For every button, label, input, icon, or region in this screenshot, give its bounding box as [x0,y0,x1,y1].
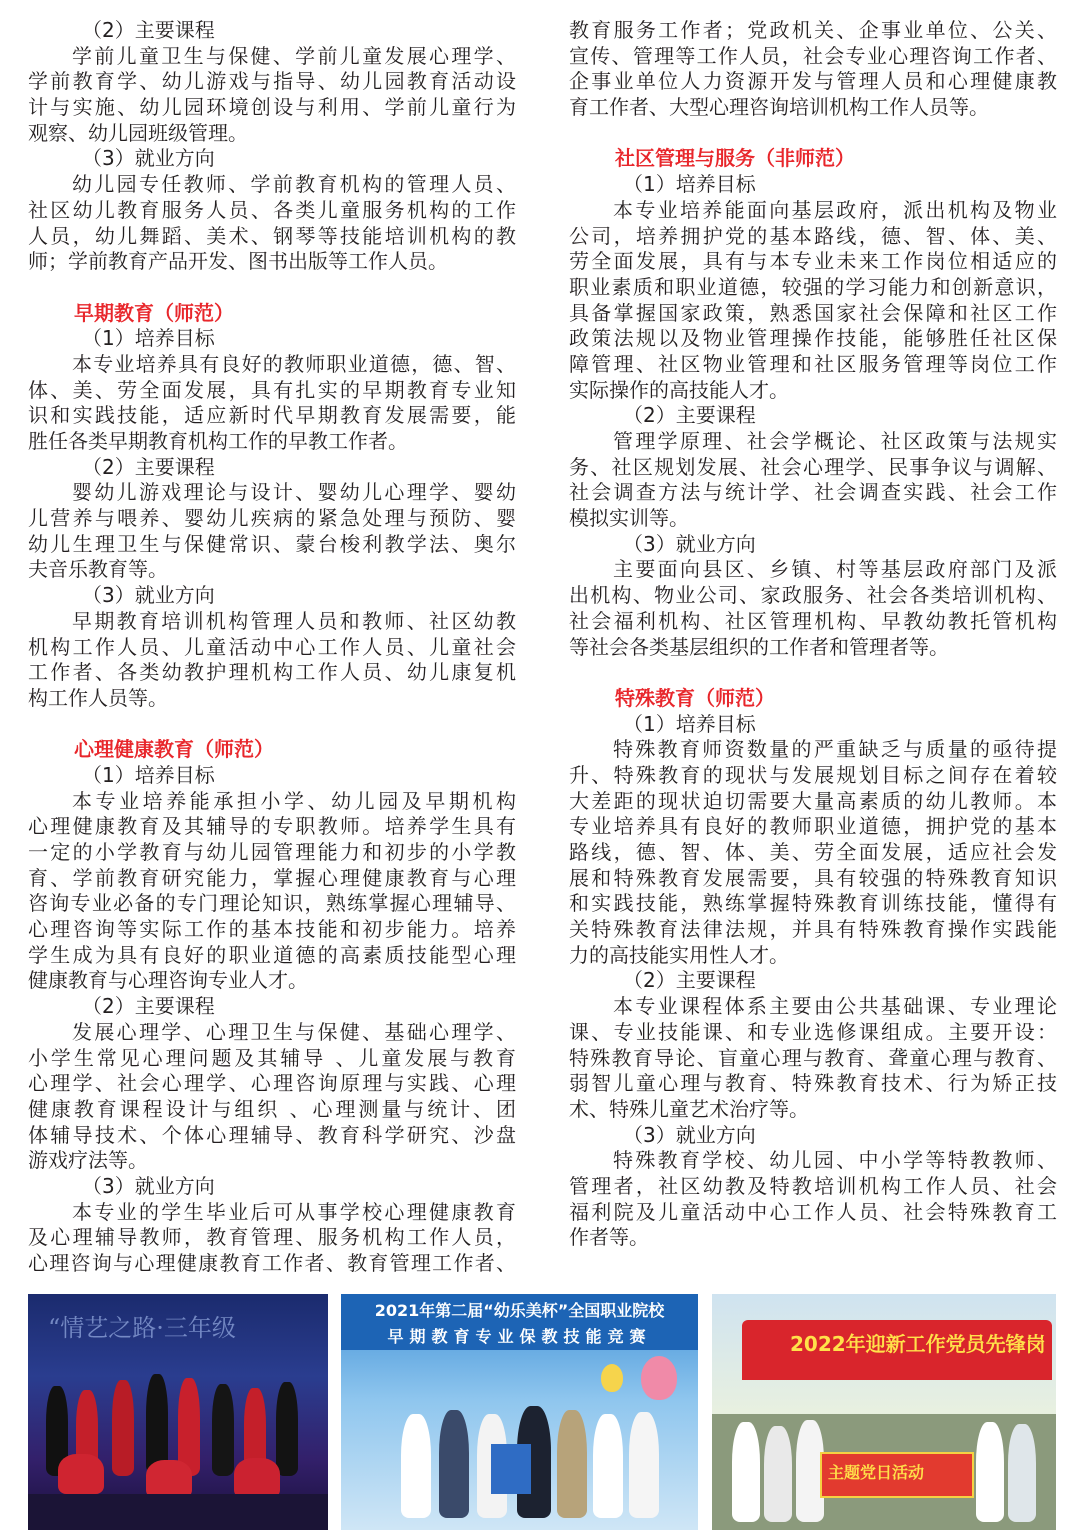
special-education-career-line: 管理者，社区幼教及特教培训机构工作人员、社会 [569,1173,1057,1198]
spacer [28,712,516,738]
community-career-line: 等社会各类基层组织的工作者和管理者等。 [569,634,949,659]
special-education-courses-line: 课、专业技能课、和专业选修课组成。主要开设： [569,1019,1057,1044]
mental-health-courses-line: 健康教育课程设计与组织 、心理测量与统计、团 [28,1096,516,1121]
preschool-career-line: 社区幼儿教育服务人员、各类儿童服务机构的工作 [28,197,516,222]
community-courses-line: 模拟实训等。 [569,506,689,531]
early-education-courses-line: 婴幼儿游戏理论与设计、婴幼儿心理学、婴幼 [72,480,516,505]
major-title-early-education: 早期教育（师范） [74,300,234,325]
section-subheading: （2）主要课程 [623,403,756,428]
special-education-goal-line: 展和特殊教育发展需要，具有较强的特殊教育知识 [569,865,1057,890]
mental-health-career-line: 本专业的学生毕业后可从事学校心理健康教育 [72,1199,516,1224]
section-subheading: （2）主要课程 [82,454,215,479]
community-goal-line: 劳全面发展，具有与本专业未来工作岗位相适应的 [569,249,1057,274]
special-education-goal-line: 和实践技能，熟练掌握特殊教育训练技能，懂得有 [569,891,1057,916]
early-education-career-line: 工作者、各类幼教护理机构工作人员、幼儿康复机 [28,660,516,685]
section-subheading: （1）培养目标 [82,762,215,787]
community-goal-line: 公司，培养拥护党的基本路线，德、智、体、美、 [569,223,1057,248]
preschool-career-line: 师；学前教育产品开发、图书出版等工作人员。 [28,249,448,274]
community-courses-line: 务、社区规划发展、社会心理学、民事争议与调解、 [569,454,1057,479]
community-career-line: 社会福利机构、社区管理机构、早教幼教托管机构 [569,608,1057,633]
community-goal-line: 政策法规以及物业管理操作技能，能够胜任社区保 [569,326,1057,351]
preschool-courses-line: 学前教育学、幼儿游戏与指导、幼儿园教育活动设 [28,69,516,94]
community-courses-line: 社会调查方法与统计学、社会调查实践、社会工作 [569,480,1057,505]
mental-health-career-line: 心理咨询与心理健康教育工作者、教育管理工作者、 [28,1251,516,1275]
mental-health-goal-line: 一定的小学教育与幼儿园管理能力和初步的小学教 [28,840,516,864]
section-subheading: （2）主要课程 [82,18,215,42]
mental-health-courses-line: 游戏疗法等。 [28,1148,148,1173]
section-subheading: （3）就业方向 [82,583,215,608]
community-courses-line: 管理学原理、社会学概论、社区政策与法规实 [613,429,1057,453]
major-title-mental-health: 心理健康教育（师范） [74,737,274,762]
mental-health-courses-line: 发展心理学、心理卫生与保健、基础心理学、 [72,1019,516,1044]
special-education-goal-line: 关特殊教育法律法规，并具有特殊教育操作实践能 [569,917,1057,942]
section-subheading: （3）就业方向 [82,1173,215,1198]
tent-banner-text: 2022年迎新工作党员先锋岗 [790,1332,1046,1356]
mental-health-courses-line: 小学生常见心理问题及其辅导 、儿童发展与教育 [28,1045,516,1070]
community-career-line: 出机构、物业公司、家政服务、社会各类培训机构、 [569,583,1057,608]
mental-health-goal-line: 心理咨询等实际工作的基本技能和初步能力。培养 [28,917,516,942]
early-education-goal-line: 识和实践技能，适应新时代早期教育发展需要，能 [28,403,516,428]
community-goal-line: 实际操作的高技能人才。 [569,377,789,402]
spacer [569,660,1057,686]
activity-banner-text: 主题党日活动 [828,1463,925,1482]
special-education-career-line: 福利院及儿童活动中心工作人员、社会特殊教育工 [569,1199,1057,1224]
mental-health-career-line: 育工作者、大型心理咨询培训机构工作人员等。 [569,95,989,120]
mental-health-goal-line: 咨询专业必备的专门理论知识，熟练掌握心理辅导、 [28,891,516,916]
mental-health-courses-line: 体辅导技术、个体心理辅导、教育科学研究、沙盘 [28,1122,516,1147]
mental-health-goal-line: 健康教育与心理咨询专业人才。 [28,968,308,993]
competition-banner-title: 2021年第二届“幼乐美杯”全国职业院校 [374,1301,665,1320]
special-education-goal-line: 特殊教育师资数量的严重缺乏与质量的亟待提 [613,737,1057,762]
party-activity-photo [712,1294,1056,1530]
stage-backdrop-text: “情艺之路·三年级 [48,1314,236,1342]
mental-health-courses-line: 心理学、社会心理学、心理咨询原理与实践、心理 [28,1071,516,1096]
left-column [28,18,516,1277]
major-title-special-education: 特殊教育（师范） [615,685,775,710]
section-subheading: （1）培养目标 [623,172,756,197]
mental-health-career-line: 宣传、管理等工作人员，社会专业心理咨询工作者、 [569,43,1057,68]
photo-strip [28,1294,1056,1530]
early-education-courses-line: 儿营养与喂养、婴幼儿疾病的紧急处理与预防、婴 [28,506,516,531]
mental-health-career-line: 及心理辅导教师，教育管理、服务机构工作人员， [28,1225,516,1250]
early-education-goal-line: 胜任各类早期教育机构工作的早教工作者。 [28,429,408,453]
dance-performance-photo [28,1294,328,1530]
special-education-courses-line: 术、特殊儿童艺术治疗等。 [569,1096,809,1121]
mental-health-goal-line: 育、学前教育研究能力，掌握心理健康教育与心理 [28,865,516,890]
community-goal-line: 具备掌握国家政策，熟悉国家社会保障和社区工作 [569,300,1057,325]
preschool-career-line: 人员，幼儿舞蹈、美术、钢琴等技能培训机构的教 [28,223,516,248]
early-education-career-line: 早期教育培训机构管理人员和教师、社区幼教 [72,608,516,633]
mental-health-goal-line: 本专业培养能承担小学、幼儿园及早期机构 [72,788,516,813]
major-title-community: 社区管理与服务（非师范） [615,146,855,171]
section-subheading: （1）培养目标 [623,711,756,736]
early-education-career-line: 机构工作人员、儿童活动中心工作人员、儿童社会 [28,634,516,659]
special-education-goal-line: 力的高技能实用性人才。 [569,942,789,967]
mental-health-career-line: 企事业单位人力资源开发与管理人员和心理健康教 [569,69,1057,94]
section-subheading: （2）主要课程 [623,968,756,993]
section-subheading: （2）主要课程 [82,994,215,1019]
preschool-courses-line: 学前儿童卫生与保健、学前儿童发展心理学、 [72,43,516,68]
mental-health-career-line: 教育服务工作者；党政机关、企事业单位、公关、 [569,18,1057,42]
special-education-courses-line: 弱智儿童心理与教育、特殊教育技术、行为矫正技 [569,1071,1057,1096]
special-education-courses-line: 特殊教育导论、盲童心理与教育、聋童心理与教育、 [569,1045,1057,1070]
early-education-goal-line: 体、美、劳全面发展，具有扎实的早期教育专业知 [28,377,516,402]
competition-group-photo [341,1294,698,1530]
special-education-goal-line: 专业培养具有良好的教师职业道德，拥护党的基本 [569,814,1057,839]
section-subheading: （3）就业方向 [623,1122,756,1147]
section-subheading: （1）培养目标 [82,326,215,351]
special-education-career-line: 特殊教育学校、幼儿园、中小学等特教教师、 [613,1148,1057,1173]
community-goal-line: 本专业培养能面向基层政府，派出机构及物业 [613,197,1057,222]
spacer [28,275,516,301]
competition-banner-subtitle: 早期教育专业保教技能竞赛 [387,1327,652,1346]
preschool-courses-line: 观察、幼儿园班级管理。 [28,120,248,145]
right-column [569,18,1057,1251]
section-subheading: （3）就业方向 [623,531,756,556]
spacer [569,121,1057,147]
special-education-career-line: 作者等。 [569,1225,649,1250]
early-education-career-line: 构工作人员等。 [28,685,168,710]
early-education-goal-line: 本专业培养具有良好的教师职业道德，德、智、 [72,351,516,376]
special-education-goal-line: 升、特殊教育的现状与发展规划目标之间存在着较 [569,762,1057,787]
community-goal-line: 障管理、社区物业管理和社区服务管理等岗位工作 [569,351,1057,376]
preschool-career-line: 幼儿园专任教师、学前教育机构的管理人员、 [72,172,516,197]
special-education-goal-line: 大差距的现状迫切需要大量高素质的幼儿教师。本 [569,788,1057,813]
mental-health-goal-line: 心理健康教育及其辅导的专职教师。培养学生具有 [28,814,516,839]
preschool-courses-line: 计与实施、幼儿园环境创设与利用、学前儿童行为 [28,95,516,120]
special-education-goal-line: 路线，德、智、体、美、劳全面发展，适应社会发 [569,840,1057,864]
section-subheading: （3）就业方向 [82,146,215,171]
early-education-courses-line: 夫音乐教育等。 [28,557,168,582]
community-goal-line: 职业素质和职业道德，较强的学习能力和创新意识， [569,274,1057,299]
mental-health-goal-line: 学生成为具有良好的职业道德的高素质技能型心理 [28,942,516,967]
early-education-courses-line: 幼儿生理卫生与保健常识、蒙台梭利教学法、奥尔 [28,531,516,556]
community-career-line: 主要面向县区、乡镇、村等基层政府部门及派 [613,557,1057,582]
special-education-courses-line: 本专业课程体系主要由公共基础课、专业理论 [613,994,1057,1019]
